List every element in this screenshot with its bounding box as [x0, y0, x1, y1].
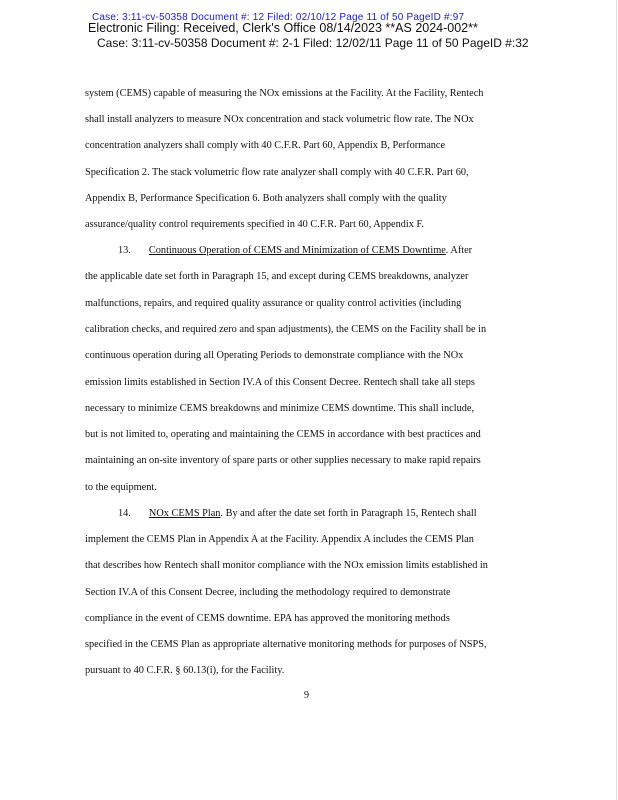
body-line: implement the CEMS Plan in Appendix A at the Facility. Appendix A includes the CEMS Plan: [85, 534, 474, 545]
body-line: compliance in the event of CEMS downtime. EPA has approved the monitoring methods: [85, 613, 450, 624]
body-line: but is not limited to, operating and maintaining the CEMS in accordance with best practices and: [85, 429, 481, 440]
paragraph-heading: Continuous Operation of CEMS and Minimization of CEMS Downtime: [148, 245, 446, 256]
body-line: necessary to minimize CEMS breakdowns and minimize CEMS downtime. This shall include,: [85, 403, 475, 414]
paragraph-number: 13.: [118, 245, 131, 256]
body-line: shall install analyzers to measure NOx concentration and stack volumetric flow rate. The NOx: [85, 114, 474, 125]
paragraph-14-first-line: [118, 508, 477, 519]
body-line: calibration checks, and required zero and span adjustments), the CEMS on the Facility shall be in: [85, 324, 487, 335]
case-header: Case: 3:11-cv-50358 Document #: 2-1 Filed: 12/02/11 Page 11 of 50 PageID #:32: [97, 36, 529, 50]
body-line: emission limits established in Section IV.A of this Consent Decree. Rentech shall take all steps: [85, 377, 475, 388]
body-line: pursuant to 40 C.F.R. § 60.13(i), for the Facility.: [85, 665, 285, 676]
body-line: Section IV.A of this Consent Decree, including the methodology required to demonstrate: [85, 587, 451, 598]
body-line: maintaining an on-site inventory of spare parts or other supplies necessary to make rapid repairs: [85, 455, 481, 466]
body-line: continuous operation during all Operating Periods to demonstrate compliance with the NOx: [85, 350, 464, 361]
filing-stamp: Electronic Filing: Received, Clerk's Office 08/14/2023 **AS 2024-002**: [88, 21, 478, 35]
body-line: Appendix B, Performance Specification 6. Both analyzers shall comply with the quality: [85, 193, 447, 204]
body-line: system (CEMS) capable of measuring the NOx emissions at the Facility. At the Facility, Rentech: [85, 88, 484, 99]
paragraph-number: 14.: [118, 508, 131, 519]
page-number: 9: [304, 690, 309, 701]
body-line: assurance/quality control requirements specified in 40 C.F.R. Part 60, Appendix F.: [85, 219, 424, 230]
body-line: malfunctions, repairs, and required quality assurance or quality control activities (including: [85, 298, 462, 309]
body-line: specified in the CEMS Plan as appropriate alternative monitoring methods for purposes of NSPS,: [85, 639, 487, 650]
case-stamp-header: Case: 3:11-cv-50358 Document #: 12 Filed: 02/10/12 Page 11 of 50 PageID #:97: [92, 12, 465, 23]
paragraph-13-first-line: [118, 245, 472, 256]
body-line: that describes how Rentech shall monitor compliance with the NOx emission limits established in: [85, 560, 488, 571]
paragraph-heading: NOx CEMS Plan: [148, 508, 221, 519]
body-line: concentration analyzers shall comply with 40 C.F.R. Part 60, Appendix B, Performance: [85, 140, 446, 151]
paragraph-lead: . By and after the date set forth in Paragraph 15, Rentech shall: [220, 508, 477, 519]
page-edge-divider: [616, 0, 617, 800]
paragraph-lead: . After: [445, 245, 473, 256]
body-line: Specification 2. The stack volumetric flow rate analyzer shall comply with 40 C.F.R. Part 60,: [85, 167, 469, 178]
body-line: the applicable date set forth in Paragraph 15, and except during CEMS breakdowns, analyzer: [85, 271, 469, 282]
body-line: to the equipment.: [85, 482, 157, 493]
